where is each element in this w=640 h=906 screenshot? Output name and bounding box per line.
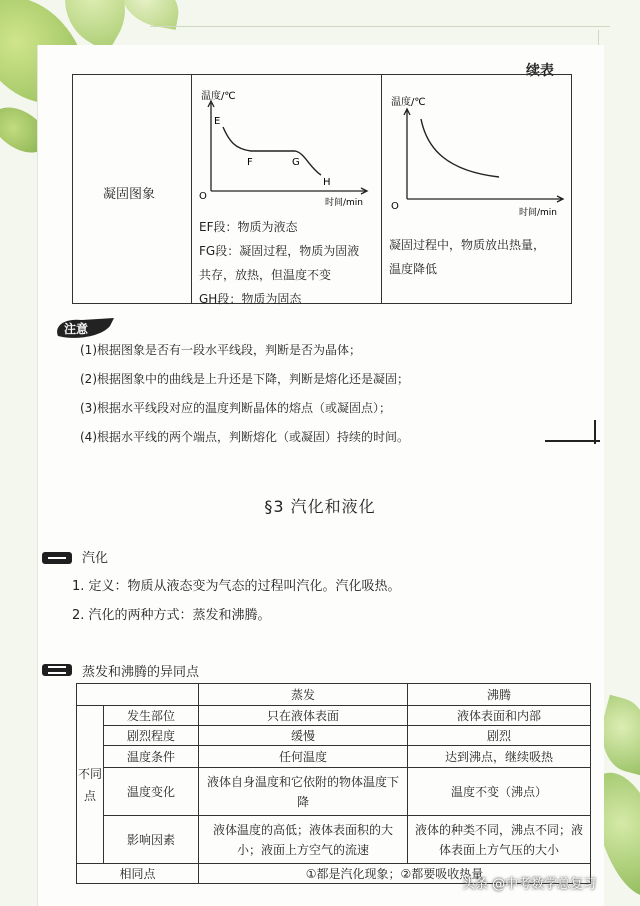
definition-line: 1. 定义：物质从液态变为气态的过程叫汽化。汽化吸热。 <box>72 579 401 594</box>
note-line: FG段：凝固过程，物质为固液 <box>199 244 360 258</box>
group-label <box>77 706 104 864</box>
description-line: 凝固过程中，物质放出热量， <box>389 238 546 252</box>
point-f-label: F <box>247 157 253 168</box>
description-line: 温度降低 <box>389 262 438 276</box>
row-label: 温度条件 <box>104 746 199 768</box>
boiling-cell: 温度不变（沸点） <box>408 768 591 816</box>
methods-line: 2. 汽化的两种方式：蒸发和沸腾。 <box>72 608 271 623</box>
amorphous-cooling-curve <box>421 119 499 177</box>
header-boiling: 沸腾 <box>408 684 591 706</box>
section-title: §3 汽化和液化 <box>264 497 376 516</box>
solidification-graph-table <box>72 74 572 304</box>
row-label: 凝固图象 <box>103 187 156 202</box>
watermark: 头条 @中考数学总复习 <box>462 877 597 892</box>
frame-line <box>150 26 610 27</box>
corner-mark <box>545 440 600 442</box>
boiling-cell: 达到沸点，继续吸热 <box>408 746 591 768</box>
group-label-text: 不同点 <box>77 766 102 803</box>
crystal-cell <box>191 75 382 306</box>
crystal-notes <box>199 215 379 311</box>
continued-label: 续表 <box>526 63 554 79</box>
notice-item: (3)根据水平线段对应的温度判断晶体的熔点（或凝固点）； <box>80 401 392 415</box>
row-label: 发生部位 <box>104 706 199 726</box>
x-axis-label: 时间/min <box>519 208 558 218</box>
evaporation-cell: 液体温度的高低；液体表面积的大小；液面上方空气的流速 <box>199 816 408 864</box>
y-axis-label: 温度/℃ <box>391 97 426 108</box>
evaporation-cell: 液体自身温度和它依附的物体温度下降 <box>199 768 408 816</box>
notice-list <box>80 340 409 456</box>
header-blank-cell <box>77 684 199 706</box>
notice-badge-label: 注意 <box>64 322 89 336</box>
note-line: GH段：物质为固态 <box>199 292 302 306</box>
point-e-label: E <box>214 116 221 127</box>
row-label: 剧烈程度 <box>104 726 199 746</box>
evaporation-cell: 缓慢 <box>199 726 408 746</box>
header-evaporation: 蒸发 <box>199 684 408 706</box>
same-text: ①都是汽化现象；②都要吸收热量 <box>199 864 591 884</box>
amorphous-description <box>389 233 569 281</box>
evaporation-cell: 只在液体表面 <box>199 706 408 726</box>
same-label: 相同点 <box>77 864 199 884</box>
row-label-cell <box>73 75 192 303</box>
x-axis-label: 时间/min <box>325 198 364 208</box>
amorphous-cell <box>381 75 571 303</box>
row-label: 温度变化 <box>104 768 199 816</box>
origin-label: O <box>391 201 399 212</box>
evaporation-boiling-table <box>76 683 591 884</box>
row-label: 影响因素 <box>104 816 199 864</box>
notice-item: (1)根据图象是否有一段水平线段，判断是否为晶体； <box>80 343 362 357</box>
part-one-heading: 汽化 <box>82 551 109 566</box>
notice-item: (4)根据水平线的两个端点，判断熔化（或凝固）持续的时间。 <box>80 430 410 444</box>
boiling-cell: 液体表面和内部 <box>408 706 591 726</box>
boiling-cell: 剧烈 <box>408 726 591 746</box>
crystal-cooling-curve <box>223 127 321 175</box>
part-one-badge-icon <box>42 552 72 564</box>
note-line: 共存，放热，但温度不变 <box>199 268 332 282</box>
origin-label: O <box>199 191 207 202</box>
part-two-heading: 蒸发和沸腾的异同点 <box>82 665 200 680</box>
corner-mark <box>594 420 596 444</box>
part-two-badge-icon <box>42 664 72 676</box>
boiling-cell: 液体的种类不同，沸点不同；液体表面上方气压的大小 <box>408 816 591 864</box>
point-g-label: G <box>292 157 300 168</box>
evaporation-cell: 任何温度 <box>199 746 408 768</box>
crystal-solidification-graph <box>197 85 377 210</box>
y-axis-label: 温度/℃ <box>201 91 236 102</box>
amorphous-solidification-graph <box>387 89 569 219</box>
note-line: EF段：物质为液态 <box>199 220 298 234</box>
notice-item: (2)根据图象中的曲线是上升还是下降，判断是熔化还是凝固； <box>80 372 410 386</box>
point-h-label: H <box>323 177 331 188</box>
